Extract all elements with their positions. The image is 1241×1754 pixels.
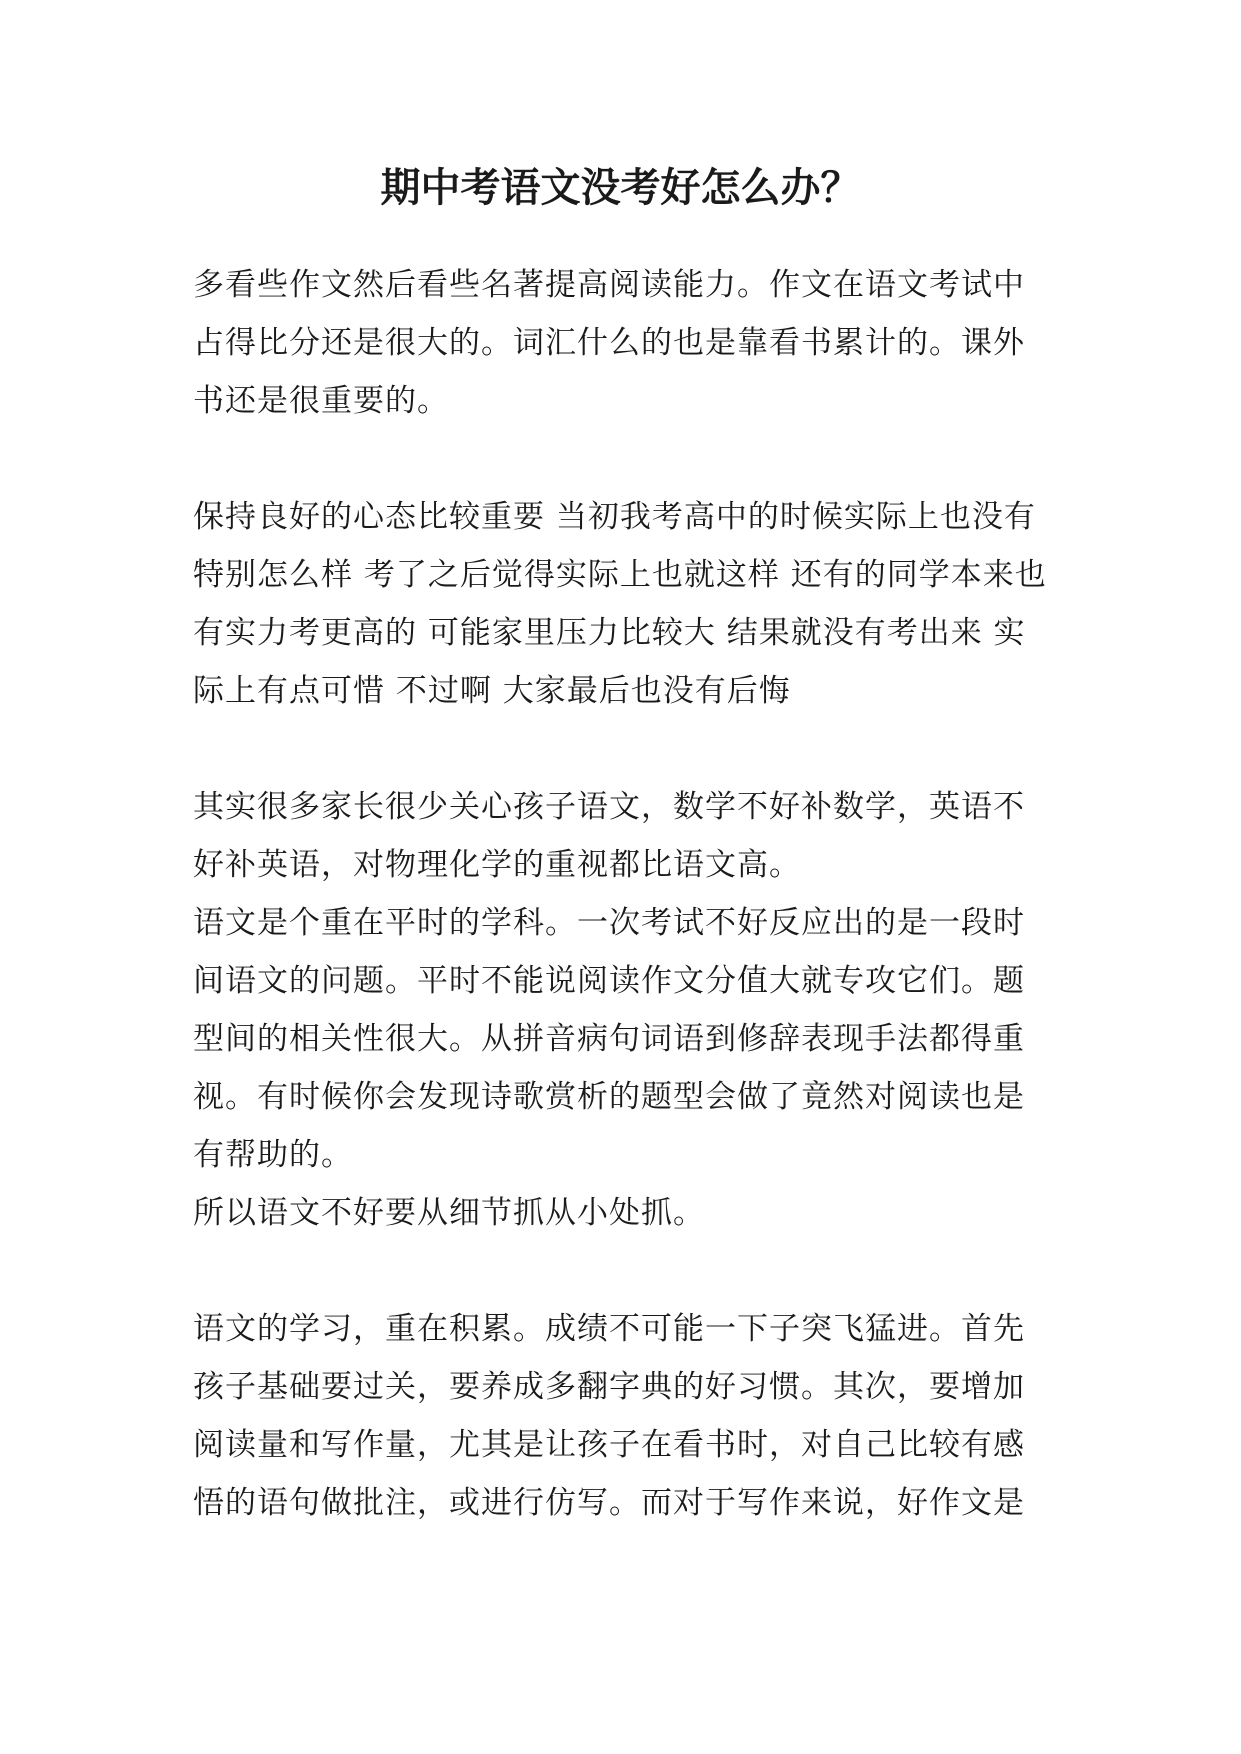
paragraph-3: 其实很多家长很少关心孩子语文，数学不好补数学，英语不好补英语，对物理化学的重视都比语文高。 bbox=[193, 789, 1025, 883]
document-body bbox=[193, 256, 1053, 1532]
paragraph-4: 语文是个重在平时的学科。一次考试不好反应出的是一段时间语文的问题。平时不能说阅读作文分值大就专攻它们。题型间的相关性很大。从拼音病句词语到修辞表现手法都得重视。有时候你会发现诗歌赏析的题型会做了竟然对阅读也是有帮助的。 bbox=[193, 905, 1025, 1173]
paragraph-6: 语文的学习，重在积累。成绩不可能一下子突飞猛进。首先孩子基础要过关，要养成多翻字典的好习惯。其次，要增加阅读量和写作量，尤其是让孩子在看书时，对自己比较有感悟的语句做批注，或进行仿写。而对于写作来说，好作文是 bbox=[193, 1311, 1025, 1521]
paragraph-spacer bbox=[193, 430, 1053, 488]
paragraph-spacer bbox=[193, 720, 1053, 778]
paragraph-1: 多看些作文然后看些名著提高阅读能力。作文在语文考试中占得比分还是很大的。词汇什么的也是靠看书累计的。课外书还是很重要的。 bbox=[193, 267, 1025, 419]
paragraph-5: 所以语文不好要从细节抓从小处抓。 bbox=[193, 1195, 705, 1231]
paragraph-2: 保持良好的心态比较重要 当初我考高中的时候实际上也没有特别怎么样 考了之后觉得实际上也就这样 还有的同学本来也有实力考更高的 可能家里压力比较大 结果就没有考出来 实际上有点可惜 不过啊 大家最后也没有后悔 bbox=[193, 499, 1047, 709]
paragraph-spacer bbox=[193, 1242, 1053, 1300]
document-title: 期中考语文没考好怎么办？ bbox=[380, 164, 861, 211]
